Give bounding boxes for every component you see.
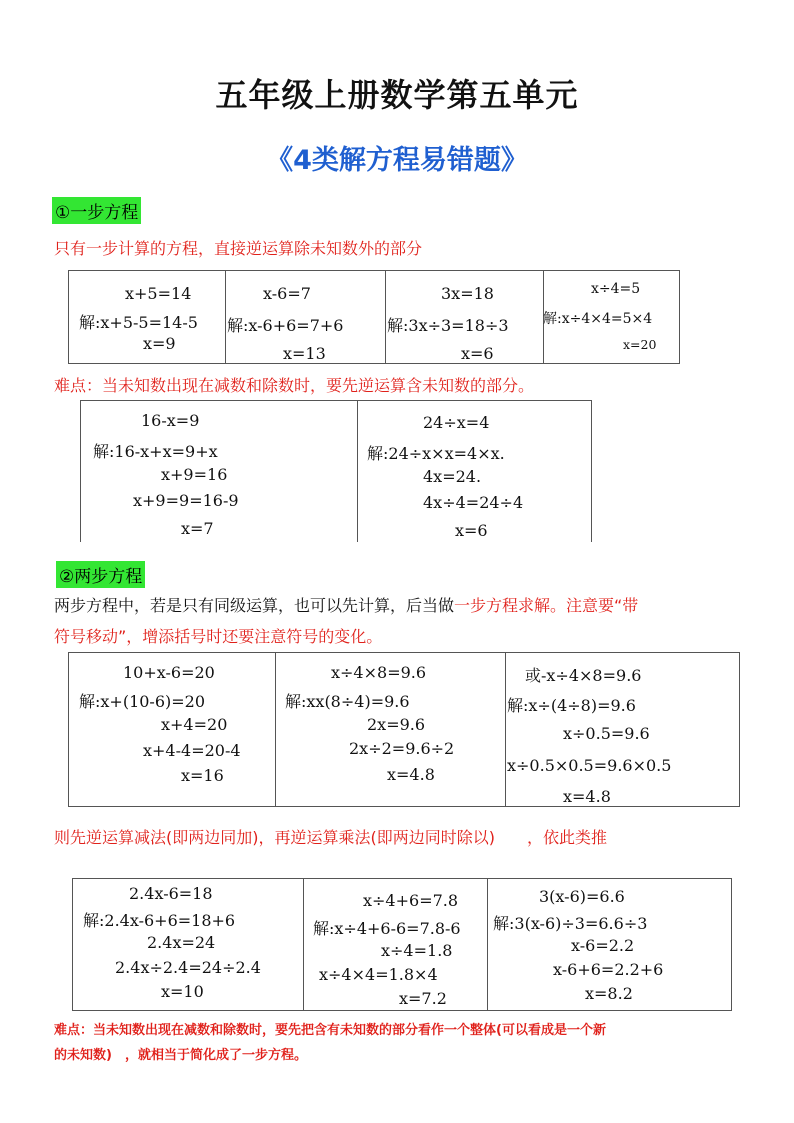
- equation-line: 解:16-x+x=9+x: [93, 442, 218, 461]
- equation-line: x÷4×8=9.6: [331, 663, 427, 682]
- equation-line: x÷4=1.8: [381, 941, 453, 960]
- equation-line: 2x÷2=9.6÷2: [349, 739, 455, 758]
- section-label-two-step: ②两步方程: [56, 561, 145, 588]
- equation-line: x+5=14: [125, 284, 192, 303]
- equation-line: 解:x+5-5=14-5: [79, 313, 198, 332]
- equation-line: x+4=20: [161, 715, 228, 734]
- equation-line: x=9: [143, 334, 176, 353]
- table-divider: [357, 401, 358, 542]
- section2-note-line1: 难点：当未知数出现在减数和除数时，要先把含有未知数的部分看作一个整体(可以看成是一个新: [54, 1023, 606, 1038]
- equation-line: x+9=9=16-9: [133, 491, 239, 510]
- section2-intro-part-b: 一步方程求解。注意要“带: [454, 596, 639, 615]
- equation-line: 解:2.4x-6+6=18+6: [83, 911, 236, 930]
- equation-line: 2.4x=24: [147, 933, 216, 952]
- equation-line: x+4-4=20-4: [143, 741, 241, 760]
- one-step-table: [68, 270, 680, 364]
- equation-line: 解:x÷4×4=5×4: [543, 311, 653, 327]
- equation-line: 10+x-6=20: [123, 663, 215, 682]
- equation-line: x=6: [461, 344, 494, 363]
- section2-intro: [54, 590, 754, 652]
- equation-line: x-6=7: [263, 284, 311, 303]
- equation-line: 解:x÷(4÷8)=9.6: [507, 696, 636, 715]
- equation-line: x+9=16: [161, 465, 228, 484]
- equation-line: x÷4×4=1.8×4: [319, 965, 438, 984]
- equation-line: 解:xx(8÷4)=9.6: [285, 692, 410, 711]
- equation-line: x=7.2: [399, 989, 447, 1008]
- equation-line: 4x=24.: [423, 467, 482, 486]
- equation-line: 16-x=9: [141, 411, 200, 430]
- equation-line: x÷0.5×0.5=9.6×0.5: [507, 756, 672, 775]
- table-divider: [303, 879, 304, 1010]
- equation-line: 2.4x-6=18: [129, 884, 213, 903]
- equation-line: 2.4x÷2.4=24÷2.4: [115, 958, 261, 977]
- equation-line: x÷4+6=7.8: [363, 891, 459, 910]
- table-divider: [487, 879, 488, 1010]
- equation-line: x=4.8: [563, 787, 611, 806]
- equation-line: 24÷x=4: [423, 413, 490, 432]
- equation-line: x÷4=5: [591, 281, 641, 297]
- section-label-one-step: ①一步方程: [52, 197, 141, 224]
- equation-line: x=13: [283, 344, 326, 363]
- equation-line: x=10: [161, 982, 204, 1001]
- page-title: 五年级上册数学第五单元: [215, 76, 579, 114]
- table-divider: [275, 653, 276, 806]
- table-divider: [225, 271, 226, 363]
- section2-intro-part-a: 两步方程中，若是只有同级运算，也可以先计算，后当做: [54, 596, 455, 615]
- equation-line: x=8.2: [585, 984, 633, 1003]
- equation-line: 解:3x÷3=18÷3: [387, 316, 509, 335]
- equation-line: x-6=2.2: [571, 936, 635, 955]
- equation-line: 4x÷4=24÷4: [423, 493, 524, 512]
- equation-line: x÷0.5=9.6: [563, 724, 650, 743]
- section2-rule: 则先逆运算减法(即两边同加)，再逆运算乘法(即两边同时除以) ，依此类推: [54, 828, 607, 847]
- page-subtitle: 《4类解方程易错题》: [266, 145, 528, 176]
- table-divider: [385, 271, 386, 363]
- equation-line: x=20: [623, 337, 657, 352]
- equation-line: 解:24÷x×x=4×x.: [367, 444, 505, 463]
- section1-intro: 只有一步计算的方程，直接逆运算除未知数外的部分: [54, 239, 423, 258]
- equation-line: 或-x÷4×8=9.6: [525, 666, 642, 685]
- two-step-hard-table: [72, 878, 732, 1011]
- table-divider: [505, 653, 506, 806]
- equation-line: x=6: [455, 521, 488, 540]
- equation-line: 解:x÷4+6-6=7.8-6: [313, 919, 461, 938]
- equation-line: 3x=18: [441, 284, 494, 303]
- section2-intro-part-c: 符号移动”，增添括号时还要注意符号的变化。: [54, 627, 383, 646]
- equation-line: x=4.8: [387, 765, 435, 784]
- equation-line: 解:x-6+6=7+6: [227, 316, 344, 335]
- equation-line: x-6+6=2.2+6: [553, 960, 664, 979]
- section2-note-line2: 的未知数) ，就相当于简化成了一步方程。: [54, 1048, 307, 1063]
- two-step-table: [68, 652, 740, 807]
- equation-line: 3(x-6)=6.6: [539, 887, 625, 906]
- equation-line: 2x=9.6: [367, 715, 426, 734]
- equation-line: x=16: [181, 766, 224, 785]
- equation-line: x=7: [181, 519, 214, 538]
- equation-line: 解:x+(10-6)=20: [79, 692, 206, 711]
- section1-note: 难点：当未知数出现在减数和除数时，要先逆运算含未知数的部分。: [54, 376, 535, 395]
- one-step-hard-table: [80, 400, 592, 542]
- equation-line: 解:3(x-6)÷3=6.6÷3: [493, 914, 648, 933]
